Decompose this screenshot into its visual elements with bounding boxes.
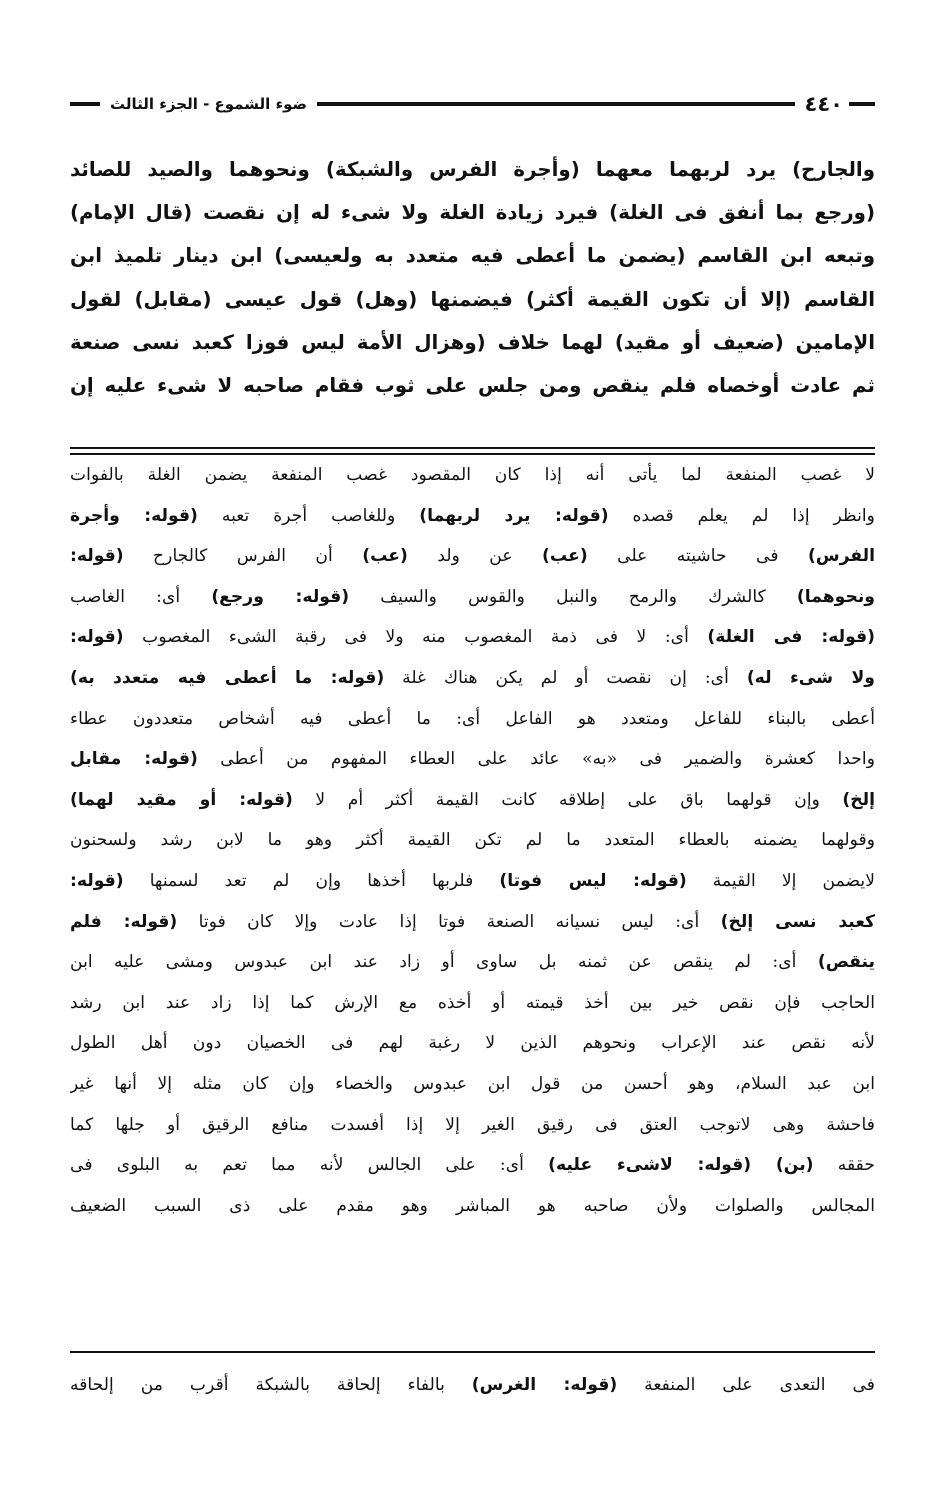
commentary-line xyxy=(70,658,875,699)
commentary-segment: كالشرك والرمح والنبل والقوس والسيف xyxy=(349,586,797,607)
main-line: القاسم (إلا أن تكون القيمة أكثر) فيضمنها (وهل) قول عيسى (مقابل) لقول xyxy=(70,287,875,311)
commentary-citation: (قوله: xyxy=(70,870,124,891)
commentary-segment: فلربها أخذها وإن لم تعد لسمنها xyxy=(123,870,500,891)
commentary-citation: (قوله: ليس فوتا) xyxy=(499,870,687,891)
commentary-segment: حققه xyxy=(813,1155,875,1176)
commentary-line xyxy=(70,861,875,902)
footnote-segment: فى التعدى على المنفعة xyxy=(617,1375,875,1395)
commentary-citation: (قوله: يرد لربهما) xyxy=(419,505,609,526)
commentary-citation: كعبد نسى إلخ) xyxy=(720,911,875,932)
commentary-segment: الحاجب فإن نقص خير بين أخذ قيمته أو أخذه مع الإرش كما إذا زاد عند ابن رشد xyxy=(70,992,875,1013)
commentary-line xyxy=(70,780,875,821)
header-rule-middle xyxy=(317,102,794,106)
commentary-citation: (قوله: xyxy=(70,627,124,648)
commentary-line xyxy=(70,617,875,658)
commentary-segment: المجالس والصلوات ولأن صاحبه هو المباشر وهو مقدم على ذى السبب الضعيف xyxy=(70,1195,875,1216)
commentary-line xyxy=(70,1105,875,1146)
commentary-segment: أى: إن نقصت أو لم يكن هناك غلة xyxy=(384,667,747,688)
footnote xyxy=(70,1365,875,1405)
commentary-segment: أى: ليس نسيانه الصنعة فوتا إذا عادت وإلا كان فوتا xyxy=(177,911,721,932)
commentary-segment: وللغاصب أجرة تعبه xyxy=(197,505,420,526)
commentary-line xyxy=(70,902,875,943)
commentary-citation: (قوله: xyxy=(70,546,124,567)
commentary-line xyxy=(70,699,875,740)
commentary-citation: (قوله: ورجع) xyxy=(211,586,350,607)
commentary-citation: (قوله: أو مقيد لهما) xyxy=(70,789,293,810)
commentary-line xyxy=(70,455,875,496)
commentary-citation: (بن) (قوله: لاشىء عليه) xyxy=(548,1155,814,1176)
main-line: ثم عادت أوخصاه فلم ينقص ومن جلس على ثوب فقام صاحبه لا شىء عليه إن xyxy=(70,373,875,397)
commentary-citation: (قوله: ما أعطى فيه متعدد به) xyxy=(70,667,385,688)
main-line: وتبعه ابن القاسم (يضمن ما أعطى فيه متعدد به ولعيسى) ابن دينار تلميذ ابن xyxy=(70,244,875,268)
commentary-citation: الفرس) xyxy=(808,546,875,567)
commentary-segment: وانظر إذا لم يعلم قصده xyxy=(608,505,875,526)
footnote-citation: (قوله: الغرس) xyxy=(471,1375,618,1395)
commentary-segment: فى حاشيته على xyxy=(587,546,809,567)
commentary-line xyxy=(70,577,875,618)
commentary-citation: ينقص) xyxy=(817,952,875,973)
commentary-text xyxy=(70,455,875,1226)
running-title: ضوء الشموع - الجزء الثالث xyxy=(110,95,308,113)
commentary-segment: واحدا كعشرة والضمير فى «به» عائد على العطاء المفهوم من أعطى xyxy=(197,749,875,770)
header-rule-left xyxy=(70,102,100,106)
commentary-line xyxy=(70,942,875,983)
commentary-line xyxy=(70,536,875,577)
header-rule-right xyxy=(849,102,875,106)
commentary-segment: وإن قولهما باق على إطلاقه كانت القيمة أكثر أم لا xyxy=(292,789,843,810)
commentary-line xyxy=(70,1186,875,1227)
commentary-citation: إلخ) xyxy=(842,789,875,810)
commentary-citation: (قوله: مقابل xyxy=(70,749,198,770)
commentary-segment: أى: لم ينقص عن ثمنه بل ساوى أو زاد عند ابن عبدوس ومشى عليه ابن xyxy=(70,952,818,973)
commentary-citation: (عب) xyxy=(362,546,408,567)
page-number: ٤٤٠ xyxy=(804,92,843,116)
main-line: والجارح) يرد لربهما معهما (وأجرة الفرس والشبكة) ونحوهما والصيد للصائد xyxy=(70,158,875,181)
commentary-citation: (قوله: وأجرة xyxy=(70,505,198,526)
commentary-line xyxy=(70,739,875,780)
commentary-line xyxy=(70,820,875,861)
commentary-line xyxy=(70,1064,875,1105)
main-text xyxy=(70,148,875,407)
footnote-line xyxy=(70,1365,875,1405)
main-line: الإمامين (ضعيف أو مقيد) لهما خلاف (وهزال الأمة ليس فوزا كعبد نسى صنعة xyxy=(70,330,875,354)
commentary-segment: لأنه نقص عند الإعراب ونحوهم الذين لا رغبة لهم فى الخصيان دون أهل الطول xyxy=(70,1033,875,1054)
commentary-line xyxy=(70,496,875,537)
main-line: (ورجع بما أنفق فى الغلة) فيرد زيادة الغلة ولا شىء له إن نقصت (قال الإمام) xyxy=(70,201,875,225)
commentary-segment: لايضمن إلا القيمة xyxy=(686,870,875,891)
commentary-line xyxy=(70,983,875,1024)
commentary-segment: ابن عبد السلام، وهو أحسن من قول ابن عبدوس والخصاء وإن كان مثله إلا أنها غير xyxy=(70,1073,875,1094)
commentary-segment: عن ولد xyxy=(407,546,543,567)
commentary-segment: أى: الغاصب xyxy=(70,586,212,607)
footnote-segment: بالفاء إلحاقة بالشبكة أقرب من إلحاقه xyxy=(70,1375,472,1395)
section-divider xyxy=(70,447,875,449)
commentary-segment: لا غصب المنفعة لما يأتى أنه إذا كان المقصود غصب المنفعة يضمن الغلة بالفوات xyxy=(70,465,875,485)
commentary-line xyxy=(70,1023,875,1064)
commentary-segment: وقولهما يضمنه بالعطاء المتعدد ما لم تكن القيمة أكثر وهو ما لابن رشد ولسحنون xyxy=(70,830,875,851)
commentary-citation: (قوله: فلم xyxy=(70,911,178,932)
commentary-segment: فاحشة وهى لاتوجب العتق فى رقيق الغير إلا إذا أفسدت منافع الرقيق أو جلها كما xyxy=(70,1114,875,1135)
commentary-segment: أى: لا فى ذمة المغصوب منه ولا فى رقبة الشىء المغصوب xyxy=(123,627,708,648)
footnote-divider xyxy=(70,1351,875,1353)
commentary-citation: (قوله: فى الغلة) xyxy=(707,627,875,648)
commentary-citation: (عب) xyxy=(542,546,588,567)
commentary-citation: ولا شىء له) xyxy=(746,667,875,688)
commentary-segment: أن الفرس كالجارح xyxy=(123,546,363,567)
commentary-segment: أى: على الجالس لأنه مما تعم به البلوى فى xyxy=(70,1155,549,1176)
commentary-segment: أعطى بالبناء للفاعل ومتعدد هو الفاعل أى: ما أعطى فيه أشخاص متعددون عطاء xyxy=(70,708,875,729)
commentary-citation: ونحوهما) xyxy=(796,586,875,607)
page-header xyxy=(70,88,875,120)
commentary-line xyxy=(70,1145,875,1186)
